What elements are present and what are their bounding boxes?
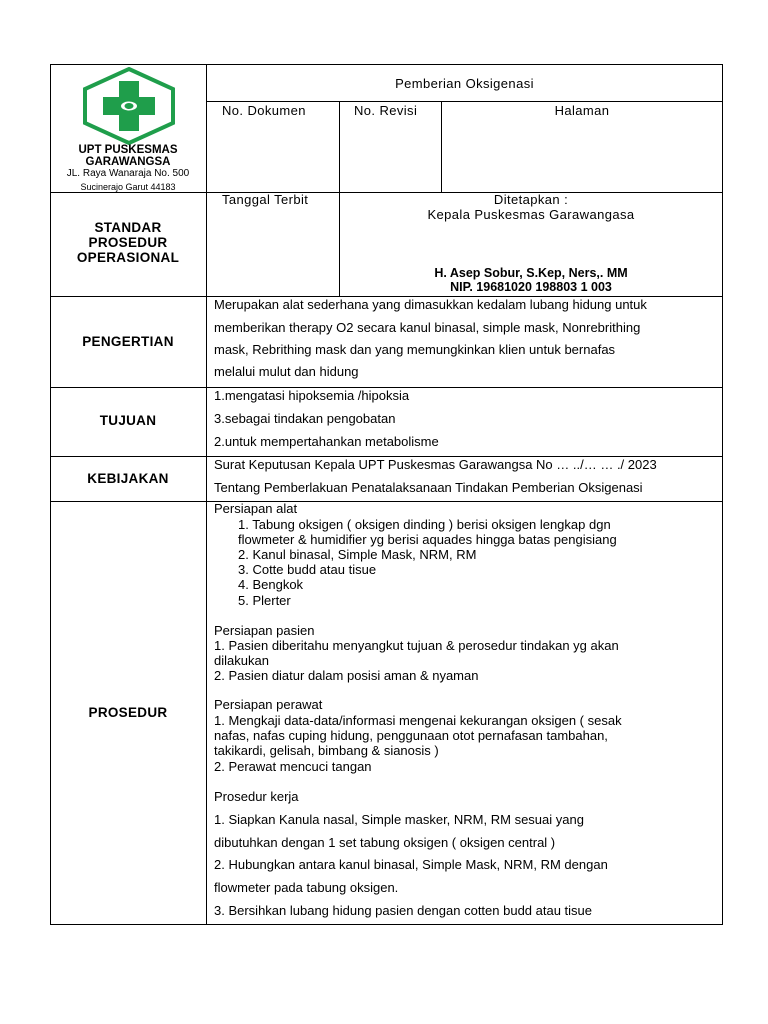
sop-document — [50, 64, 723, 925]
tujuan-line: 3.sebagai tindakan pengobatan — [214, 411, 396, 426]
persiapan-perawat-item: nafas, nafas cuping hidung, penggunaan otot pernafasan tambahan, — [214, 728, 608, 743]
no-dokumen-label: No. Dokumen — [222, 103, 306, 118]
prosedur-kerja-item: 1. Siapkan Kanula nasal, Simple masker, NRM, RM sesuai yang — [214, 812, 584, 827]
kebijakan-line: Tentang Pemberlakuan Penatalaksanaan Tindakan Pemberian Oksigenasi — [214, 480, 643, 495]
persiapan-alat-item: 4. Bengkok — [238, 577, 304, 592]
persiapan-alat-item: 1. Tabung oksigen ( oksigen dinding ) berisi oksigen lengkap dgn — [238, 517, 611, 532]
ditetapkan-label: Ditetapkan : — [493, 192, 569, 207]
sop-label-line1: STANDAR — [94, 220, 162, 235]
tujuan-line: 2.untuk mempertahankan metabolisme — [214, 434, 439, 449]
pengertian-line: melalui mulut dan hidung — [214, 364, 359, 379]
persiapan-alat-item: 5. Plerter — [238, 593, 291, 608]
persiapan-pasien-item: dilakukan — [214, 653, 269, 668]
org-address-line2: Sucinerajo Garut 44183 — [80, 182, 176, 192]
document-title: Pemberian Oksigenasi — [395, 76, 534, 91]
no-revisi-label: No. Revisi — [354, 103, 418, 118]
persiapan-alat-item: 3. Cotte budd atau tisue — [238, 562, 377, 577]
org-name-line2: GARAWANGSA — [85, 156, 171, 168]
pengertian-line: Merupakan alat sederhana yang dimasukkan kedalam lubang hidung untuk — [214, 297, 647, 312]
puskesmas-logo-icon — [83, 67, 175, 145]
persiapan-perawat-title: Persiapan perawat — [214, 697, 323, 712]
persiapan-alat-title: Persiapan alat — [214, 501, 298, 516]
prosedur-label: PROSEDUR — [88, 705, 168, 720]
pengertian-line: mask, Rebrithing mask dan yang memungkinkan klien untuk bernafas — [214, 342, 616, 357]
kebijakan-label: KEBIJAKAN — [87, 471, 169, 486]
column-divider — [206, 64, 207, 925]
pengertian-line: memberikan therapy O2 secara kanul binasal, simple mask, Nonrebrithing — [214, 320, 641, 335]
pengertian-label: PENGERTIAN — [82, 334, 174, 349]
halaman-label: Halaman — [554, 103, 610, 118]
persiapan-pasien-item: 2. Pasien diatur dalam posisi aman & nyaman — [214, 668, 479, 683]
sop-label-line3: OPERASIONAL — [76, 250, 180, 265]
org-address-line1: JL. Raya Wanaraja No. 500 — [66, 168, 190, 179]
kebijakan-line: Surat Keputusan Kepala UPT Puskesmas Garawangsa No … ../… … ./ 2023 — [214, 457, 657, 472]
prosedur-kerja-item: 3. Bersihkan lubang hidung pasien dengan cotten budd atau tisue — [214, 903, 593, 918]
prosedur-kerja-item: flowmeter pada tabung oksigen. — [214, 880, 399, 895]
ditetapkan-by: Kepala Puskesmas Garawangasa — [427, 207, 635, 222]
row-divider-kebijakan — [50, 501, 723, 502]
header-title-divider — [206, 101, 723, 102]
prosedur-kerja-title: Prosedur kerja — [214, 789, 299, 804]
persiapan-perawat-item: 2. Perawat mencuci tangan — [214, 759, 372, 774]
prosedur-kerja-item: dibutuhkan dengan 1 set tabung oksigen ( oksigen central ) — [214, 835, 556, 850]
signer-name: H. Asep Sobur, S.Kep, Ners,. MM — [434, 266, 628, 280]
signer-nip: NIP. 19681020 198803 1 003 — [450, 280, 612, 294]
tanggal-terbit-label: Tanggal Terbit — [222, 192, 309, 207]
persiapan-perawat-item: takikardi, gelisah, bimbang & sianosis ) — [214, 743, 439, 758]
prosedur-kerja-item: 2. Hubungkan antara kanul binasal, Simple Mask, NRM, RM dengan — [214, 857, 608, 872]
tujuan-label: TUJUAN — [99, 413, 157, 428]
persiapan-pasien-title: Persiapan pasien — [214, 623, 315, 638]
sop-label-line2: PROSEDUR — [88, 235, 168, 250]
tujuan-line: 1.mengatasi hipoksemia /hipoksia — [214, 388, 410, 403]
persiapan-alat-item: 2. Kanul binasal, Simple Mask, NRM, RM — [238, 547, 477, 562]
org-name-line1: UPT PUSKESMAS — [78, 144, 178, 156]
persiapan-perawat-item: 1. Mengkaji data-data/informasi mengenai kekurangan oksigen ( sesak — [214, 713, 622, 728]
persiapan-pasien-item: 1. Pasien diberitahu menyangkut tujuan & perosedur tindakan yg akan — [214, 638, 619, 653]
persiapan-alat-item: flowmeter & humidifier yg berisi aquades hingga batas pengisiang — [238, 532, 617, 547]
